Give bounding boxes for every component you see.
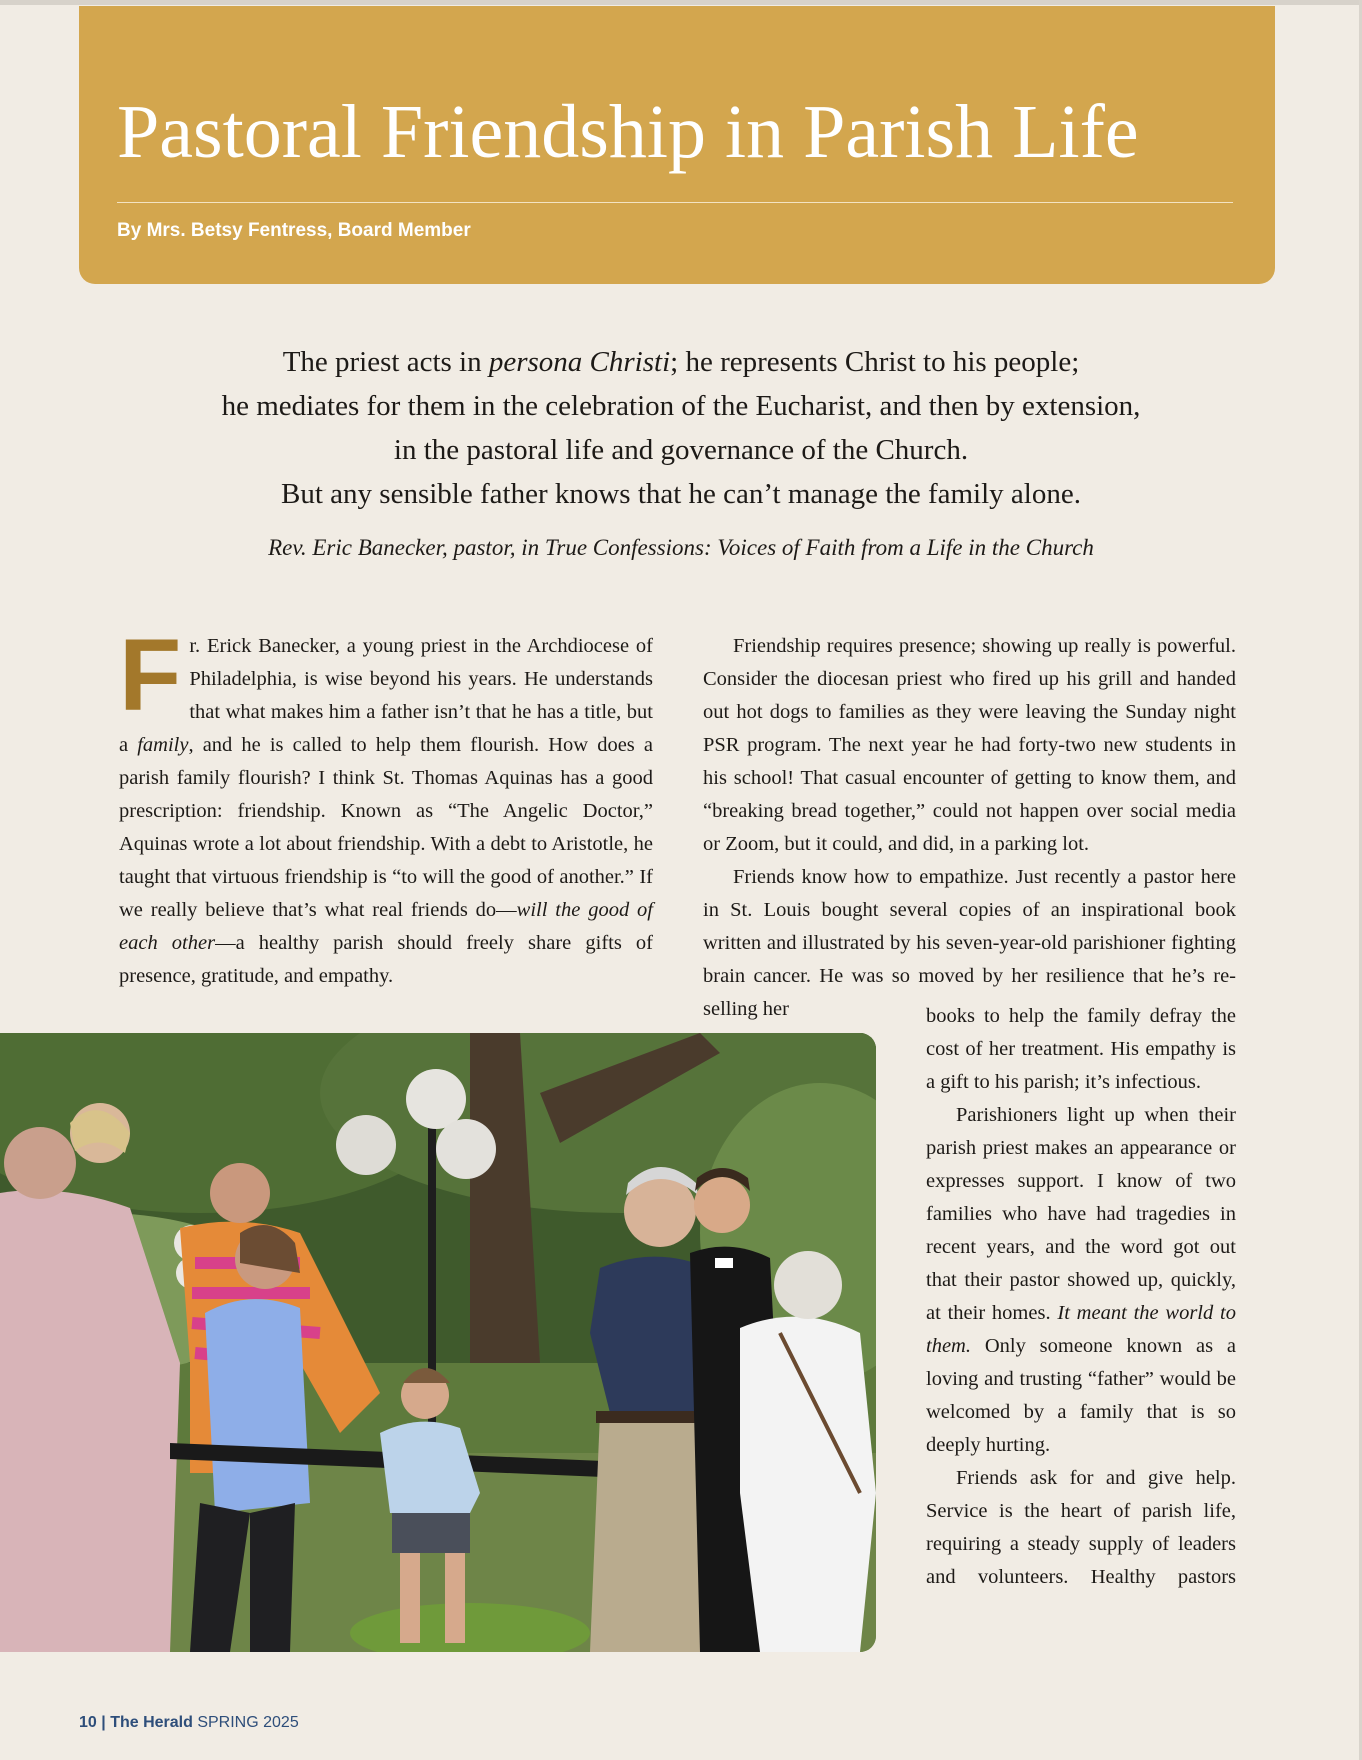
- body-text: Only someone known as a loving and trusting “father” would be welcomed by a family that is so deeply hurting.: [926, 1335, 1236, 1456]
- quote-line-1: [140, 340, 1222, 384]
- quote-emphasis: persona Christi: [488, 346, 671, 378]
- publication-name: The Herald: [110, 1714, 193, 1731]
- paragraph-parishioners: [926, 1099, 1236, 1462]
- page-top-edge: [0, 0, 1362, 5]
- byline: By Mrs. Betsy Fentress, Board Member: [117, 220, 471, 241]
- quote-text: ; he represents Christ to his people;: [670, 346, 1080, 378]
- paragraph-empathy-continued: books to help the family defray the cost of her treatment. His empathy is a gift to his parish; it’s infectious.: [926, 1005, 1236, 1093]
- quote-line-3: in the pastoral life and governance of the Church.: [393, 434, 969, 466]
- paragraph-empathy: Friends know how to empathize. Just recently a pastor here in St. Louis bought several copies of an inspirational book written and illustrated by his seven-year-old parishioner fighting brain cancer. He was so moved by her resilience that he’s re-selling her: [703, 866, 1236, 1020]
- banner-divider: [117, 202, 1233, 203]
- body-column-3: [926, 1000, 1236, 1594]
- drop-cap: F: [119, 618, 182, 732]
- page-number: 10: [79, 1714, 97, 1731]
- body-emphasis: will the good of each other: [119, 899, 653, 954]
- title-banner: [79, 6, 1275, 284]
- pull-quote: [140, 340, 1222, 516]
- paragraph-service: Friends ask for and give help. Service is the heart of parish life, requiring a steady supply of leaders and volunteers. Healthy pastors: [926, 1467, 1236, 1588]
- quote-line-2: he mediates for them in the celebration of the Eucharist, and then by extension,: [221, 390, 1141, 422]
- quote-text: The priest acts in: [282, 346, 489, 378]
- body-emphasis: family: [137, 734, 189, 756]
- body-column-1: [119, 618, 653, 993]
- quote-attribution: Rev. Eric Banecker, pastor, in True Confessions: Voices of Faith from a Life in the Church: [268, 535, 1094, 560]
- quote-line-4: But any sensible father knows that he can’t manage the family alone.: [281, 478, 1081, 510]
- issue-label: SPRING 2025: [197, 1714, 299, 1731]
- photo-illustration: [0, 1033, 876, 1652]
- footer-separator: |: [101, 1714, 106, 1731]
- parish-gathering-photo: [0, 1033, 876, 1652]
- page-footer: [79, 1714, 299, 1732]
- body-text: —a healthy parish should freely share gifts of presence, gratitude, and empathy.: [119, 932, 653, 987]
- body-column-2: [703, 630, 1236, 1026]
- body-text: , and he is called to help them flourish. How does a parish family flourish? I think St. Thomas Aquinas has a good prescription: friendship. Known as “The Angelic Doctor,” Aquinas wrote a lot about friendship. With a debt to Aristotle, he taught that virtuous friendship is “to will the good of another.” If we really believe that’s what real friends do—: [119, 734, 653, 921]
- body-emphasis: It meant the world to them.: [926, 1302, 1236, 1357]
- body-text: r. Erick Banecker, a young priest in the Archdiocese of Philadelphia, is wise beyond his years. He understands that what makes him a father isn’t that he has a title, but a: [119, 635, 653, 756]
- article-title: Pastoral Friendship in Parish Life: [117, 90, 1139, 174]
- paragraph-presence: Friendship requires presence; showing up really is powerful. Consider the diocesan priest who fired up his grill and handed out hot dogs to families as they were leaving the Sunday night PSR program. The next year he had forty-two new students in his school! That casual encounter of getting to know them, and “breaking bread together,” could not happen over social media or Zoom, but it could, and did, in a parking lot.: [703, 635, 1236, 855]
- body-text: Parishioners light up when their parish priest makes an appearance or expresses support. I know of two families who have had tragedies in recent years, and the word got out that their pastor showed up, quickly, at their homes.: [926, 1104, 1236, 1324]
